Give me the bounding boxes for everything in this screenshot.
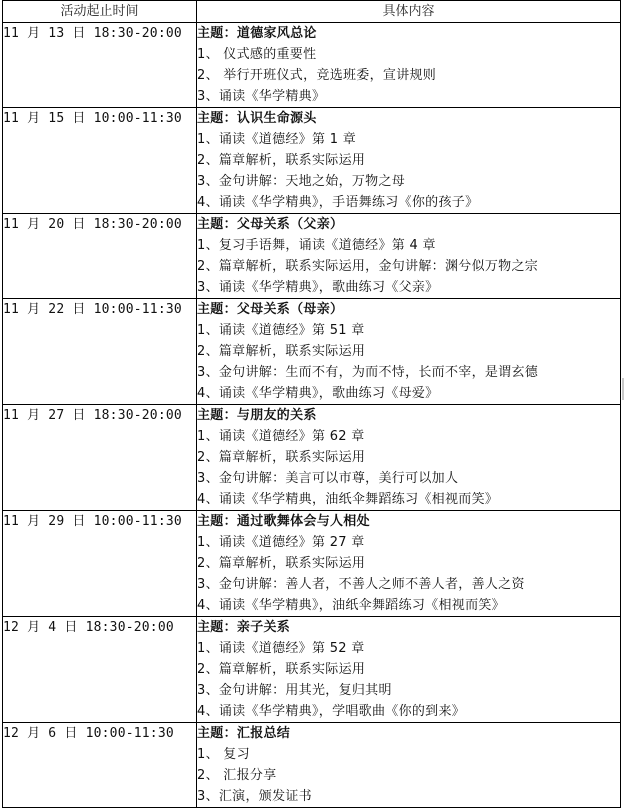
session-item: 3、金句讲解：善人者，不善人之师不善人者，善人之资 — [197, 577, 525, 592]
table-row — [3, 723, 621, 808]
session-content — [197, 511, 621, 617]
table-row — [3, 214, 621, 299]
session-time: 11 月 13 日 18:30-20:00 — [3, 23, 197, 108]
session-topic: 主题：道德家风总论 — [197, 26, 317, 41]
session-item: 1、诵读《道德经》第 27 章 — [197, 535, 365, 550]
table-row — [3, 299, 621, 405]
schedule-table — [2, 0, 621, 808]
session-item: 3、金句讲解：生而不有，为而不恃，长而不宰，是谓玄德 — [197, 365, 539, 380]
page-edge-mark — [622, 378, 624, 400]
session-item: 1、 仪式感的重要性 — [197, 47, 317, 62]
session-item: 3、诵读《华学精典》，歌曲练习《父亲》 — [197, 280, 439, 295]
session-time: 11 月 27 日 18:30-20:00 — [3, 405, 197, 511]
session-topic: 主题：亲子关系 — [197, 620, 291, 635]
session-item: 2、篇章解析，联系实际运用 — [197, 556, 366, 571]
session-item: 3、诵读《华学精典》 — [197, 89, 326, 104]
session-content — [197, 723, 621, 808]
session-content — [197, 299, 621, 405]
session-content — [197, 214, 621, 299]
session-item: 2、篇章解析，联系实际运用 — [197, 344, 366, 359]
session-item: 3、金句讲解：用其光，复归其明 — [197, 683, 392, 698]
session-topic: 主题：与朋友的关系 — [197, 408, 317, 423]
session-item: 4、诵读《华学精典，油纸伞舞蹈练习《相视而笑》 — [197, 492, 499, 507]
session-topic: 主题：汇报总结 — [197, 726, 291, 741]
table-row — [3, 108, 621, 214]
session-item: 4、诵读《华学精典》，学唱歌曲《你的到来》 — [197, 704, 466, 719]
session-topic: 主题：认识生命源头 — [197, 111, 317, 126]
session-item: 1、诵读《道德经》第 1 章 — [197, 132, 357, 147]
session-item: 1、诵读《道德经》第 52 章 — [197, 641, 365, 656]
session-item: 2、篇章解析，联系实际运用 — [197, 153, 366, 168]
content-column-header: 具体内容 — [197, 1, 621, 23]
session-content — [197, 23, 621, 108]
session-item: 2、篇章解析，联系实际运用 — [197, 662, 366, 677]
session-content — [197, 617, 621, 723]
session-item: 1、复习手语舞，诵读《道德经》第 4 章 — [197, 238, 436, 253]
session-topic: 主题：父母关系（母亲） — [197, 302, 344, 317]
session-item: 1、诵读《道德经》第 62 章 — [197, 429, 365, 444]
table-row — [3, 23, 621, 108]
session-item: 3、汇演，颁发证书 — [197, 789, 312, 804]
table-row — [3, 617, 621, 723]
session-item: 2、 举行开班仪式，竞选班委，宣讲规则 — [197, 68, 437, 83]
session-item: 1、诵读《道德经》第 51 章 — [197, 323, 365, 338]
session-time: 11 月 20 日 18:30-20:00 — [3, 214, 197, 299]
session-topic: 主题：父母关系（父亲） — [197, 217, 344, 232]
session-topic: 主题：通过歌舞体会与人相处 — [197, 514, 370, 529]
session-item: 3、金句讲解：美言可以市尊，美行可以加人 — [197, 471, 459, 486]
table-row — [3, 511, 621, 617]
session-item: 4、诵读《华学精典》，手语舞练习《你的孩子》 — [197, 195, 479, 210]
table-row — [3, 405, 621, 511]
session-content — [197, 108, 621, 214]
session-time: 12 月 4 日 18:30-20:00 — [3, 617, 197, 723]
time-column-header: 活动起止时间 — [3, 1, 197, 23]
session-time: 11 月 29 日 10:00-11:30 — [3, 511, 197, 617]
session-content — [197, 405, 621, 511]
header-row — [3, 1, 621, 23]
session-time: 11 月 15 日 10:00-11:30 — [3, 108, 197, 214]
session-time: 11 月 22 日 10:00-11:30 — [3, 299, 197, 405]
session-item: 2、 汇报分享 — [197, 768, 277, 783]
session-item: 4、诵读《华学精典》，歌曲练习《母爱》 — [197, 386, 439, 401]
session-item: 3、金句讲解：天地之始，万物之母 — [197, 174, 406, 189]
session-item: 2、篇章解析，联系实际运用 — [197, 450, 366, 465]
session-time: 12 月 6 日 10:00-11:30 — [3, 723, 197, 808]
session-item: 2、篇章解析，联系实际运用，金句讲解：渊兮似万物之宗 — [197, 259, 539, 274]
session-item: 1、 复习 — [197, 747, 250, 762]
session-item: 4、诵读《华学精典》，油纸伞舞蹈练习《相视而笑》 — [197, 598, 505, 613]
